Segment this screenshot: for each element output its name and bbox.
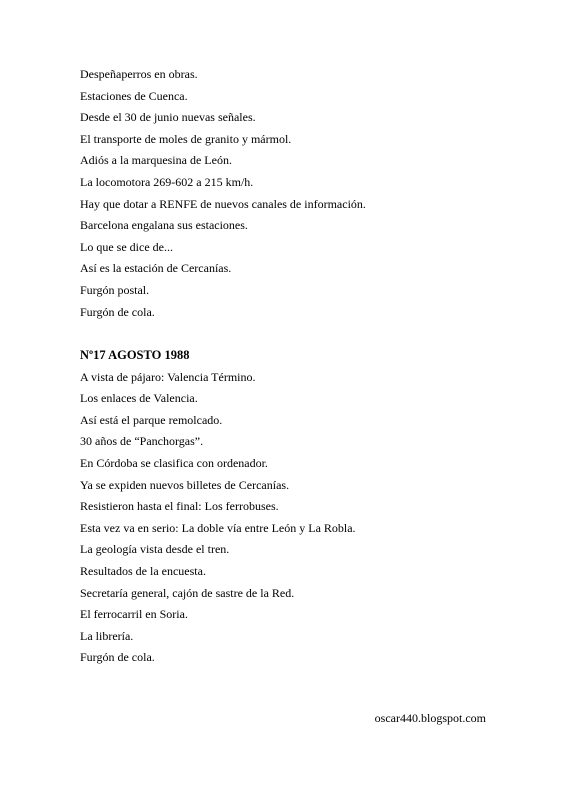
list-item: Resultados de la encuesta. [80,563,206,578]
list-item: Así es la estación de Cercanías. [80,261,232,276]
list-item: Adiós a la marquesina de León. [80,153,232,168]
list-item: 30 años de “Panchorgas”. [80,434,204,449]
list-item: Despeñaperros en obras. [80,67,198,81]
list-item: Ya se expiden nuevos billetes de Cercanías. [80,477,290,492]
list-item: La locomotora 269-602 a 215 km/h. [80,174,254,189]
list-item: Así está el parque remolcado. [80,412,223,427]
list-item: Hay que dotar a RENFE de nuevos canales de información. [80,196,366,211]
list-item: Furgón de cola. [80,650,155,665]
list-item: La geología vista desde el tren. [80,542,230,557]
list-item: El ferrocarril en Soria. [80,607,188,622]
list-item: Furgón de cola. [80,304,155,319]
article-list-previous-issue [80,64,500,323]
list-item: Furgón postal. [80,282,150,297]
list-item: En Córdoba se clasifica con ordenador. [80,455,268,470]
footer-source-url: oscar440.blogspot.com [374,711,486,725]
list-item: La librería. [80,628,134,643]
list-item: Secretaría general, cajón de sastre de la Red. [80,585,295,600]
article-list-issue-17 [80,345,500,669]
list-item: A vista de pájaro: Valencia Término. [80,369,256,384]
list-item: Los enlaces de Valencia. [80,391,198,406]
list-item: El transporte de moles de granito y mármol. [80,131,292,146]
list-item: Desde el 30 de junio nuevas señales. [80,110,256,125]
list-item: Esta vez va en serio: La doble vía entre León y La Robla. [80,520,356,535]
list-item: Barcelona engalana sus estaciones. [80,218,248,233]
list-item: Lo que se dice de... [80,239,173,254]
list-item: Estaciones de Cuenca. [80,88,188,103]
issue-heading: Nº17 AGOSTO 1988 [80,348,190,362]
list-item: Resistieron hasta el final: Los ferrobuses. [80,499,279,514]
